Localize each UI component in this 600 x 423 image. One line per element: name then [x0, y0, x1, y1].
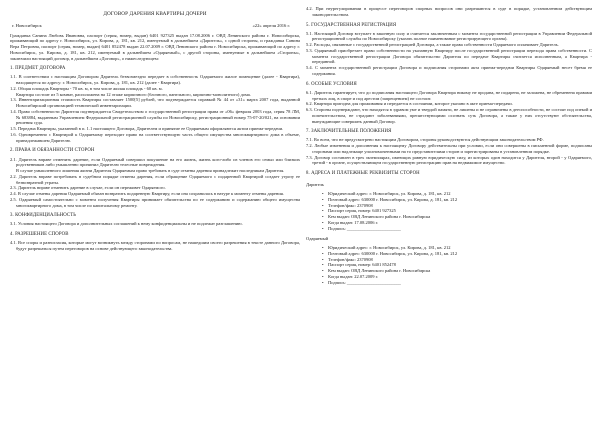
requisite-line: • Паспорт серия, номер: 6401 852478: [322, 262, 592, 268]
clause: 4.2. При неурегулировании в процессе переговоров спорных вопросов они разрешаются в суде в порядке, установленном действующим законодательством.: [306, 6, 592, 17]
donee-heading: Одаряемый: [306, 236, 329, 242]
requisite-line: • Когда выдан: 17.08.2006 г.: [322, 220, 592, 226]
requisite-line: • Юридический адрес: г. Новосибирск, ул. Кирова, д. 181, кв. 212: [322, 245, 592, 251]
requisite-line: • Когда выдан: 22.07.2009 г.: [322, 274, 592, 280]
donee-requisites: [306, 245, 592, 285]
requisite-line: • Телефон/факс: 2370908: [322, 203, 592, 209]
clause: 5.4. С момента государственной регистрации Договора и подписания сторонами акта приема-передачи Квартиры Одаряемый несет бремя ее содержания.: [306, 65, 592, 76]
requisite-line: • Почтовый адрес: 630000 г. Новосибирск, ул. Кирова, д. 181, кв. 212: [322, 251, 592, 257]
section-heading-5: 5. ГОСУДАРСТВЕННАЯ РЕГИСТРАЦИЯ: [306, 22, 397, 28]
section-body-2: [10, 157, 300, 209]
clause: 4.1. Все споры и разногласия, которые могут возникнуть между сторонами по вопросам, не нашедшим своего разрешения в тексте данного Договора, будут разрешаться путем переговоров на основе действующего законодательства.: [10, 240, 300, 252]
right-column: [306, 6, 592, 285]
clause: 6.3. Стороны подтверждают, что находятся в здравом уме и твердой памяти, не лишены и не ограничены в дееспособности, не состоят под опекой и попечительством, не страдают заболеваниями, препятствующими осознать суть Договора, а также у них отсутствуют обстоятельства, вынуждающие совершить данный Договор.: [306, 107, 592, 124]
date: «22» апреля 2016 г.: [252, 22, 290, 28]
section-body-5: [306, 31, 592, 77]
clause: 1.4. Право собственности Дарителя подтверждается Свидетельством о государственной регистрации права от «06» февраля 2003 года, серия 78 ЛМ, № 683884, выданным Управлением Федеральной регистрационной службы по Новосибирску, регистрационный номер 75-07-20/021, на основании решения суда.: [10, 108, 300, 126]
clause: 7.2. Любые изменения и дополнения к настоящему Договору действительны при условии, если они совершены в письменной форме, подписаны сторонами или надлежаще уполномоченными на то представителями сторон и зарегистрированы в установленном порядке.: [306, 143, 592, 154]
requisite-line: • Кем выдан: ОВД Ленинского района г. Новосибирска: [322, 268, 592, 274]
section-heading-7: 7. ЗАКЛЮЧИТЕЛЬНЫЕ ПОЛОЖЕНИЯ: [306, 129, 392, 135]
clause: 2.5. Одаряемый самостоятельно с момента получения Квартиры принимает обязательства по ее содержанию и содержанию общего имущества многоквартирного дома, в том числе по капитальному ремонту.: [10, 196, 300, 208]
preamble: Гражданка Санина Любовь Ивановна, паспорт (серия, номер, выдан) 6401 927325 выдан 17.08.2006 г. ОВД Ленинского района г. Новосибирска, проживающий по адресу г. Новосибирск, ул. Кирова, д. 181, кв. 212, именуемый в дальнейшем «Даритель», с одной стороны, и гражданка Санина Вера Петровна, паспорт (серия, номер, выдан) 6401 852478 выдан 22.07.2009 г. ОВД Ленинского района г. Новосибирска, проживающий по адресу г. Новосибирск, ул. Кирова, д. 181, кв. 212, именуемый в дальнейшем «Одаряемый», с другой стороны, именуемые в дальнейшем «Стороны», заключили настоящий договор, в дальнейшем «Договор», о нижеследующем:: [10, 32, 300, 61]
section-body-3: [10, 221, 300, 227]
requisite-line: • Почтовый адрес: 630000 г. Новосибирск, ул. Кирова, д. 181, кв. 212: [322, 197, 592, 203]
requisite-line: • Кем выдан: ОВД Ленинского района г. Новосибирска: [322, 214, 592, 220]
requisite-line: • Телефон/факс: 2370908: [322, 257, 592, 263]
clause: 1.6. Одновременно с Квартирой к Одаряемому переходит право на соответствующую часть общего имущества многоквартирного дома в объеме, принадлежавшем Дарителю.: [10, 131, 300, 143]
donor-heading: Даритель: [306, 182, 324, 188]
document-title: ДОГОВОР ДАРЕНИЯ КВАРТИРЫ ДОЧЕРИ: [103, 11, 207, 17]
section-body-4-continued: [306, 6, 592, 18]
clause: 5.2. Расходы, связанные с государственной регистрацией Договора, а также права собственности Одаряемого оплачивает Даритель.: [306, 42, 559, 48]
section-body-1: [10, 74, 300, 143]
requisite-line: • Паспорт серия, номер: 6401 927325: [322, 208, 592, 214]
clause: 1.5. Передача Квартиры, указанной в п. 1.1 настоящего Договора, Дарителем и принятие ее Одаряемым оформляются актом приема-передачи.: [10, 126, 284, 132]
clause: 3.1. Условия настоящего Договора и дополнительных соглашений к нему конфиденциальны и не подлежат разглашению.: [10, 221, 243, 227]
donor-requisites: [306, 191, 592, 231]
requisite-line: • Подпись: ________________________: [322, 226, 592, 232]
clause: 2.3. Даритель вправе отменить дарение в случае, если он переживет Одаряемого.: [10, 185, 166, 191]
section-body-4: [10, 240, 300, 252]
requisite-line: • Юридический адрес: г. Новосибирск, ул. Кирова, д. 181, кв. 212: [322, 191, 592, 197]
clause: В случае умышленного лишения жизни Дарителя Одаряемым право требовать в суде отмены дарения принадлежит наследникам Дарителя.: [16, 168, 285, 174]
clause: 5.3. Одаряемый приобретает право собственности на указанную Квартиру после государственной регистрации перехода права собственности. С момента государственной регистрации Договора обязательство Дарителя по передаче Квартиры считается исполненным, а Квартира - переданной.: [306, 47, 592, 65]
clause: 2.2. Даритель вправе потребовать в судебном порядке отмены дарения, если обращение Одаряемого с подаренной Квартирой создает угрозу ее безвозвратной утраты.: [10, 173, 300, 185]
section-heading-6: 6. ОСОБЫЕ УСЛОВИЯ: [306, 81, 357, 87]
section-heading-4: 4. РАЗРЕШЕНИЕ СПОРОВ: [10, 232, 69, 238]
clause: 7.1. Во всем, что не предусмотрено настоящим Договором, стороны руководствуются действующим законодательством РФ.: [306, 137, 544, 143]
clause: 6.2. Квартира пригодна для проживания и передается в состоянии, которое указано в акте приема-передачи.: [306, 101, 513, 107]
clause: 2.4. В случае отмены дарения Одаряемый обязан возвратить подаренную Квартиру, если она сохранилась в натуре к моменту отмены дарения.: [10, 191, 284, 197]
section-heading-1: 1. ПРЕДМЕТ ДОГОВОРА: [10, 66, 66, 72]
clause: 1.1. В соответствии с настоящим Договором Даритель безвозмездно передает в собственность Одаряемого жилое помещение (далее - Квартира), находящееся по адресу: г. Новосибирск, ул. Кирова, д. 181, кв. 212 (далее - Квартира).: [10, 74, 300, 86]
city-date-row: [12, 23, 290, 29]
requisite-line: • Подпись: ________________________: [322, 280, 592, 286]
clause: 1.3. Инвентаризационная стоимость Квартиры составляет 1500[5] рублей, что подтверждается справкой № 44 от «31» марта 2007 года, выданной Новосибирский организацией технической инвентаризации.: [10, 97, 300, 109]
section-body-7: [306, 137, 592, 166]
section-heading-2: 2. ПРАВА И ОБЯЗАННОСТИ СТОРОН: [10, 148, 95, 154]
clause: 2.1. Даритель вправе отменить дарение, если Одаряемый совершил покушение на его жизнь, жизнь кого-либо из членов его семьи или близких родственников либо умышленно причинил Дарителю телесные повреждения.: [10, 156, 300, 168]
section-body-6: [306, 90, 592, 125]
section-heading-8: 8. АДРЕСА И ПЛАТЕЖНЫЕ РЕКВИЗИТЫ СТОРОН: [306, 171, 420, 177]
city: г. Новосибирск: [12, 22, 42, 28]
clause: 6.1. Даритель гарантирует, что до подписания настоящего Договора Квартира никому не продана, не подарена, не заложена, не обременена правами третьих лиц, в споре и под арестом (запрещением) не состоит.: [306, 89, 592, 101]
clause: 1.2. Общая площадь Квартиры - 70 кв. м, в том числе жилая площадь - 60 кв. м.: [10, 85, 163, 91]
left-column: [10, 6, 300, 252]
clause: Квартира состоит из 5 комнат, расположена на 12 этаже кирпичного (блочного, панельного, кирпично-монолитного) дома.: [16, 91, 251, 97]
clause: 5.1. Настоящий Договор вступает в законную силу и считается заключенным с момента государственной регистрации в Управлении Федеральной регистрационной службы по Новосибирску (указать полное наименование регистрирующего органа).: [306, 30, 592, 42]
section-heading-3: 3. КОНФИДЕНЦИАЛЬНОСТЬ: [10, 213, 77, 219]
clause: 7.3. Договор составлен в трех экземплярах, имеющих равную юридическую силу, из которых один находится у Дарителя, второй - у Одаряемого, третий - в органе, осуществляющем государственную регистрацию прав на недвижимое имущество.: [306, 154, 592, 166]
